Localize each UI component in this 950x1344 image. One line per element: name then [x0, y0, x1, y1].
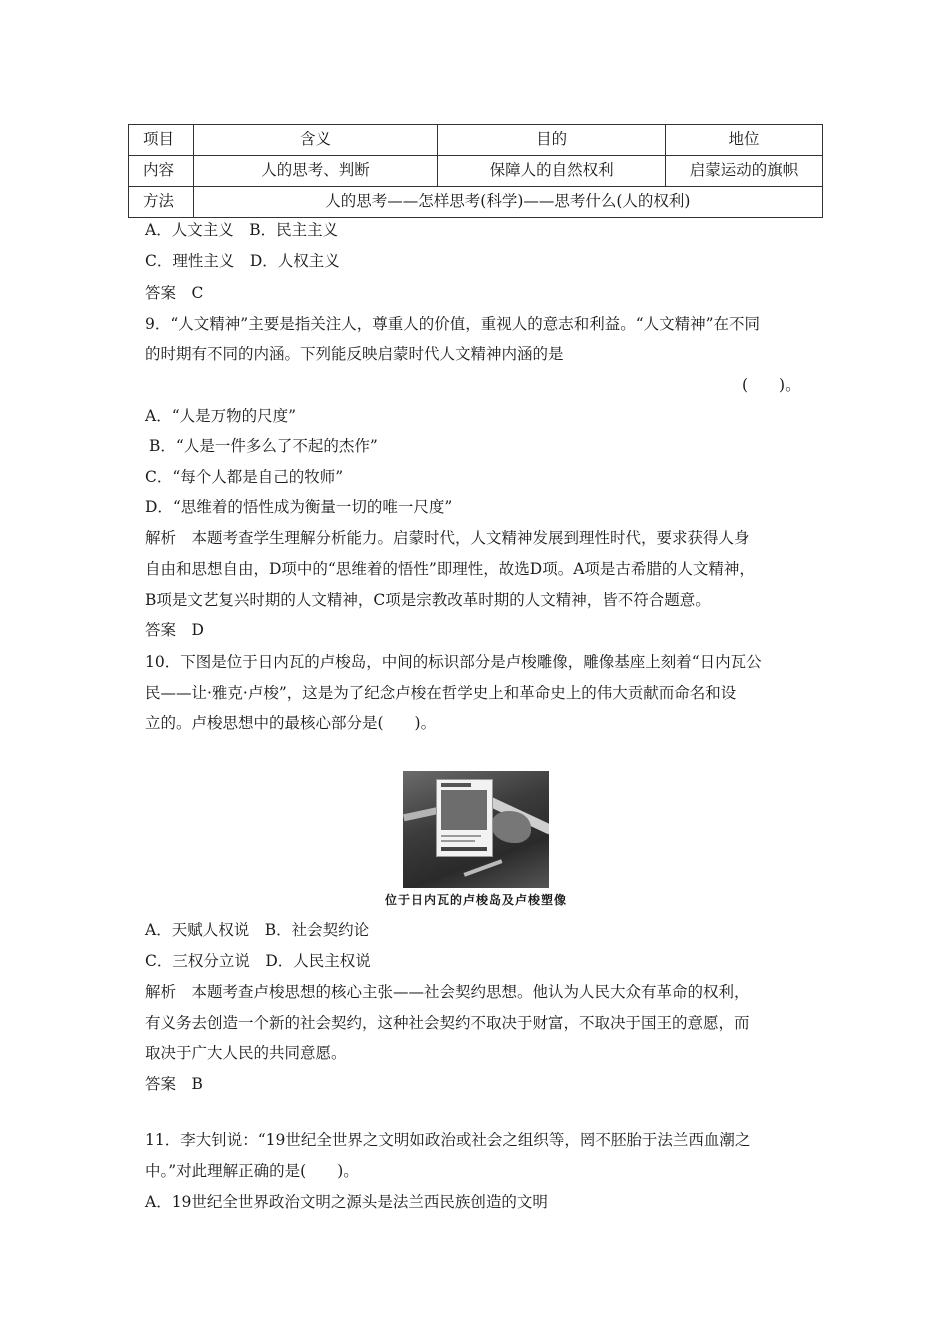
- q10-stem-line: 立的。卢梭思想中的最核心部分是( )。: [145, 714, 437, 732]
- q10-analysis-line: 有义务去创造一个新的社会契约，这种社会契约不取决于财富，不取决于国王的意愿，而: [145, 1014, 750, 1032]
- table-cell: 启蒙运动的旗帜: [665, 156, 822, 187]
- table-cell: 项目: [129, 125, 194, 156]
- q11-option-a: A．19世纪全世界政治文明之源头是法兰西民族创造的文明: [145, 1193, 548, 1211]
- q9-option-b: B．“人是一件多么了不起的杰作”: [149, 437, 378, 455]
- q9-stem-line: 9．“人文精神”主要是指关注人，尊重人的价值，重视人的意志和利益。“人文精神”在不同: [145, 315, 761, 333]
- table-cell: 方法: [129, 187, 194, 218]
- q10-analysis-line: 解析 本题考查卢梭思想的核心主张——社会契约思想。他认为人民大众有革命的权利，: [145, 983, 750, 1001]
- q9-analysis-line: 自由和思想自由，D项中的“思维着的悟性”即理性，故选D项。A项是古希腊的人文精神，: [145, 560, 755, 578]
- figure-caption: 位于日内瓦的卢梭岛及卢梭塑像: [384, 893, 567, 907]
- table-cell: 含义: [193, 125, 438, 156]
- q10-answer: 答案 B: [145, 1075, 203, 1093]
- q10-analysis-line: 取决于广大人民的共同意愿。: [145, 1044, 347, 1062]
- rousseau-island-figure: [376, 771, 576, 911]
- q9-analysis-line: 解析 本题考查学生理解分析能力。启蒙时代，人文精神发展到理性时代，要求获得人身: [145, 529, 750, 547]
- table-row: [129, 187, 823, 218]
- q9-option-a: A．“人是万物的尺度”: [145, 407, 297, 425]
- table-cell: 目的: [438, 125, 666, 156]
- concept-table: [128, 124, 823, 218]
- table-cell: 地位: [665, 125, 822, 156]
- statue-sign-card: [436, 779, 493, 857]
- q8-answer: 答案 C: [145, 284, 204, 302]
- q11-stem-line: 中。”对此理解正确的是( )。: [145, 1162, 359, 1180]
- q9-stem-line: 的时期有不同的内涵。下列能反映启蒙时代人文精神内涵的是: [145, 345, 564, 363]
- q9-option-d: D．“思维着的悟性成为衡量一切的唯一尺度”: [145, 498, 453, 516]
- q8-options-cd: C．理性主义 D．人权主义: [145, 252, 340, 270]
- q8-options-ab: A．人文主义 B．民主主义: [145, 221, 339, 239]
- table-row: [129, 156, 823, 187]
- q10-stem-line: 民——让·雅克·卢梭”，这是为了纪念卢梭在哲学史上和革命史上的伟大贡献而命名和设: [145, 684, 737, 702]
- q11-stem-line: 11．李大钊说：“19世纪全世界之文明如政治或社会之组织等，罔不胚胎于法兰西血潮之: [145, 1131, 751, 1149]
- q10-options-cd: C．三权分立说 D．人民主权说: [145, 952, 371, 970]
- table-cell: 保障人的自然权利: [438, 156, 666, 187]
- table-header-row: [129, 125, 823, 156]
- q9-analysis-line: B项是文艺复兴时期的人文精神，C项是宗教改革时期的人文精神，皆不符合题意。: [145, 591, 711, 609]
- q9-answer-blank: ( )。: [742, 376, 801, 394]
- q9-answer: 答案 D: [145, 621, 204, 639]
- table-cell: 人的思考——怎样思考(科学)——思考什么(人的权利): [193, 187, 822, 218]
- q9-option-c: C．“每个人都是自己的牧师”: [145, 468, 344, 486]
- q10-options-ab: A．天赋人权说 B．社会契约论: [145, 921, 370, 939]
- table-cell: 人的思考、判断: [193, 156, 438, 187]
- rousseau-island-photo: [403, 771, 549, 888]
- q10-stem-line: 10．下图是位于日内瓦的卢梭岛，中间的标识部分是卢梭雕像，雕像基座上刻着“日内瓦公: [145, 653, 762, 671]
- table-cell: 内容: [129, 156, 194, 187]
